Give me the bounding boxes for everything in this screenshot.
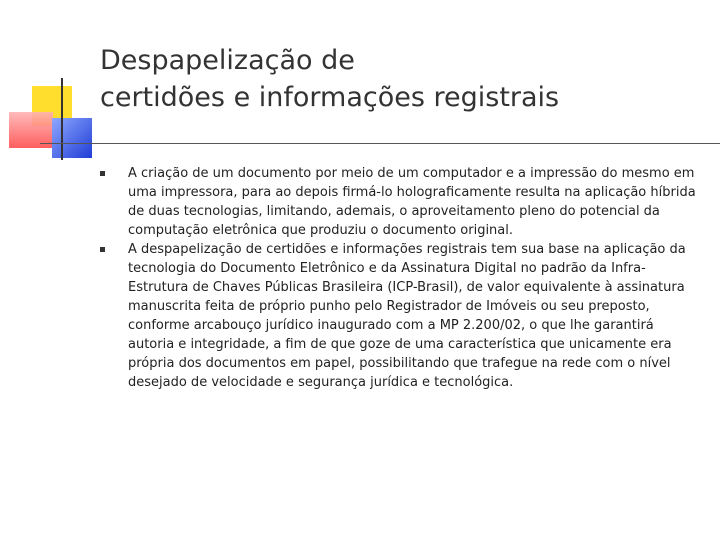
slide-title <box>100 42 700 116</box>
blue-square-decoration <box>52 118 92 158</box>
bullet-item <box>100 164 700 240</box>
title-underline <box>40 143 720 144</box>
slide-title-line-1: Despapelização de <box>100 45 355 76</box>
slide-title-line-2: certidões e informações registrais <box>100 82 560 113</box>
bullet-list <box>100 164 700 392</box>
square-bullet-icon <box>100 171 105 176</box>
bullet-text: A criação de um documento por meio de um computador e a impressão do mesmo em uma impressora, para ao depois firmá-lo holograficamente resulta na aplicação híbrida de duas tecnologias, limitando, ademais, o aproveitamento pleno do potencial da computação eletrônica que produziu o documento original. <box>128 166 696 238</box>
bullet-text: A despapelização de certidões e informações registrais tem sua base na aplicação da tecnologia do Documento Eletrônico e da Assinatura Digital no padrão da Infra-Estrutura de Chaves Públicas Brasileira (ICP-Brasil), de valor equivalente à assinatura manuscrita feita de próprio punho pelo Registrador de Imóveis ou seu preposto, conforme arcabouço jurídico inaugurado com a MP 2.200/02, o que lhe garantirá autoria e integridade, a fim de que goze de uma característica que unicamente era própria dos documentos em papel, possibilitando que trafegue na rede com o nível desejado de velocidade e segurança jurídica e tecnológica. <box>128 242 686 390</box>
bullet-item <box>100 240 700 392</box>
vertical-rule <box>61 78 63 160</box>
square-bullet-icon <box>100 247 105 252</box>
